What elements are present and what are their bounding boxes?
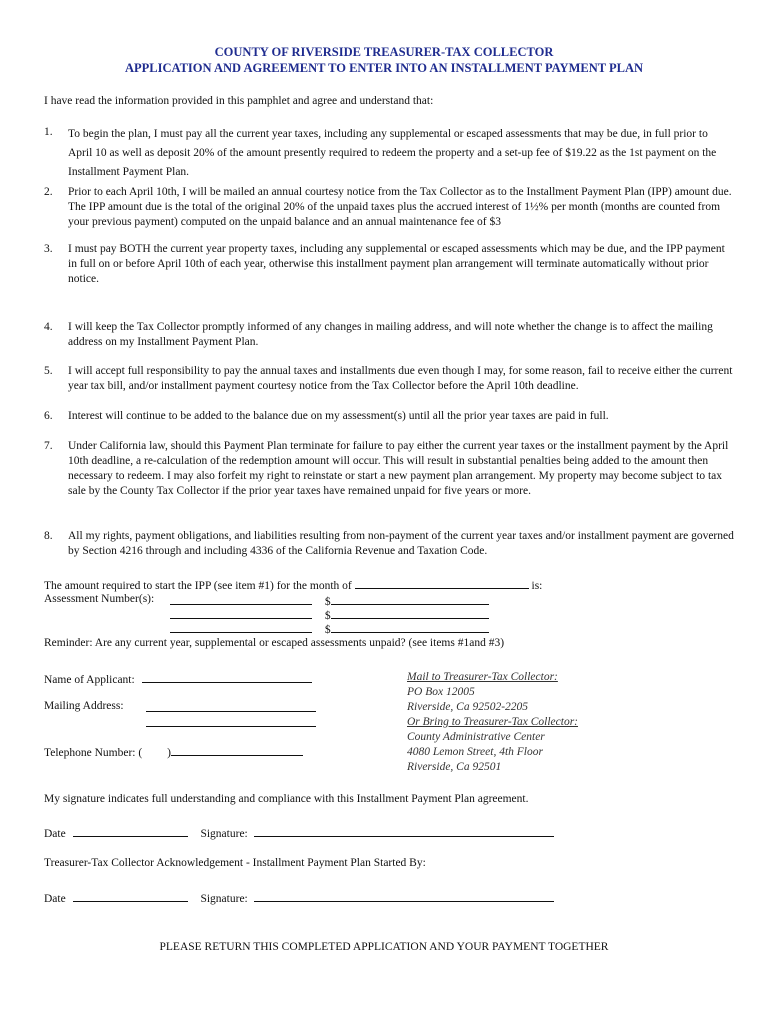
telephone-close-paren: ) (167, 747, 171, 759)
assessment-number-field[interactable] (170, 592, 312, 605)
mailing-label: Mailing Address: (44, 700, 124, 712)
applicant-name-row (44, 670, 312, 688)
bring-heading: Or Bring to Treasurer-Tax Collector: (407, 716, 579, 728)
item-number: 1. (44, 126, 53, 138)
amount-suffix: is: (531, 580, 543, 592)
item-text: All my rights, payment obligations, and liabilities resulting from non-payment of the current year taxes and/or installment payment are governed by Section 4216 through and including 4336 of the California Revenue and Taxation Code. (68, 530, 734, 557)
assessment-number-field[interactable] (170, 606, 312, 619)
item-text: I will keep the Tax Collector promptly informed of any changes in mailing address, and will note whether the change is to affect the mailing address on my Installment Payment Plan. (68, 321, 713, 348)
item-number: 2. (44, 186, 53, 198)
dollar-sign: $ (324, 624, 331, 636)
intro-text: I have read the information provided in this pamphlet and agree and understand that: (44, 95, 434, 107)
list-item (44, 242, 734, 287)
header-title: COUNTY OF RIVERSIDE TREASURER-TAX COLLECTOR (214, 45, 554, 59)
list-item (44, 185, 734, 230)
mail-line: 4080 Lemon Street, 4th Floor (407, 746, 543, 758)
list-item (44, 409, 734, 424)
mail-line: Riverside, Ca 92502-2205 (407, 701, 529, 713)
item-text: I must pay BOTH the current year property taxes, including any supplemental or escaped assessments which may be due, and the IPP payment in full on or before April 10th of each year, otherwise this installment payment plan arrangement will terminate automatically without prior notice. (68, 243, 725, 285)
signature-field[interactable] (254, 824, 554, 837)
date-label: Date (44, 893, 66, 905)
item-text: Under California law, should this Payment Plan terminate for failure to pay either the current year taxes or the installment payment by the April 10th deadline, a re-calculation of the redemption amount will occur. This will result in substantial penalties being added to the amount then necessary to redeem. I may also forfeit my right to reinstate or start a new payment plan arrangement. My property may become subject to tax sale by the County Tax Collector if the prior year taxes have remained unpaid for five years or more. (68, 440, 729, 497)
item-number: 3. (44, 243, 53, 255)
mailing-address-field-2[interactable] (146, 714, 316, 732)
assessment-amount-field[interactable] (331, 592, 489, 605)
mail-line: Riverside, Ca 92501 (407, 761, 502, 773)
item-text: Interest will continue to be added to the balance due on my assessment(s) until all the prior year taxes are paid in full. (68, 410, 609, 422)
dollar-sign: $ (324, 596, 331, 608)
name-label: Name of Applicant: (44, 674, 135, 686)
applicant-signature-row (44, 824, 554, 842)
mail-heading: Mail to Treasurer-Tax Collector: (407, 671, 558, 683)
item-number: 6. (44, 410, 53, 422)
ack-signature-row (44, 889, 554, 907)
mail-address-block (407, 670, 578, 775)
amount-label: The amount required to start the IPP (see item #1) for the month of (44, 580, 352, 592)
mail-line: County Administrative Center (407, 731, 545, 743)
mail-line: PO Box 12005 (407, 686, 475, 698)
item-text: Prior to each April 10th, I will be mailed an annual courtesy notice from the Tax Collector as to the Installment Payment Plan (IPP) amount due. The IPP amount due is the total of the original 20% of the unpaid taxes plus the accrued interest of 1½% per month (months are counted from your previous payment) computed on the unpaid balance and an annual maintenance fee of $3 (68, 186, 732, 228)
list-item (44, 364, 734, 394)
assessment-amount-field[interactable] (331, 620, 489, 633)
telephone-field[interactable] (171, 743, 303, 756)
ack-signature-field[interactable] (254, 889, 554, 902)
reminder-text: Reminder: Are any current year, supplemental or escaped assessments unpaid? (see items #1and #3) (44, 637, 505, 649)
item-text: To begin the plan, I must pay all the current year taxes, including any supplemental or escaped assessments that may be due, in full prior to April 10 as well as deposit 20% of the amount presently required to redeem the property and a set-up fee of $19.22 as the 1st payment on the Installment Payment Plan. (68, 128, 717, 178)
telephone-label: Telephone Number: ( (44, 747, 143, 759)
mailing-address-row (44, 699, 124, 714)
month-field[interactable] (355, 576, 529, 589)
assessment-amount-field[interactable] (331, 606, 489, 619)
item-number: 4. (44, 321, 53, 333)
list-item (44, 125, 734, 182)
signature-label: Signature: (200, 828, 248, 840)
item-number: 7. (44, 440, 53, 452)
assessment-row (44, 592, 154, 607)
signature-label: Signature: (200, 893, 248, 905)
telephone-row (44, 743, 303, 761)
date-label: Date (44, 828, 66, 840)
footer-instruction: PLEASE RETURN THIS COMPLETED APPLICATION AND YOUR PAYMENT TOGETHER (159, 941, 609, 953)
list-item (44, 529, 734, 559)
item-number: 5. (44, 365, 53, 377)
acknowledgement-label: Treasurer-Tax Collector Acknowledgement - Installment Payment Plan Started By: (44, 857, 426, 869)
list-item (44, 439, 734, 499)
item-number: 8. (44, 530, 53, 542)
ack-date-field[interactable] (73, 889, 188, 902)
date-field[interactable] (73, 824, 188, 837)
applicant-name-field[interactable] (142, 670, 312, 683)
list-item (44, 320, 734, 350)
signature-statement: My signature indicates full understanding and compliance with this Installment Payment Plan agreement. (44, 793, 529, 805)
assessment-number-field[interactable] (170, 620, 312, 633)
item-text: I will accept full responsibility to pay the annual taxes and installments due even though I may, for some reason, fail to receive either the current year tax bill, and/or installment payment courtesy notice from the Tax Collector before the April 10th deadline. (68, 365, 733, 392)
dollar-sign: $ (324, 610, 331, 622)
assessment-label: Assessment Number(s): (44, 593, 155, 605)
header-subtitle: APPLICATION AND AGREEMENT TO ENTER INTO AN INSTALLMENT PAYMENT PLAN (124, 61, 644, 75)
